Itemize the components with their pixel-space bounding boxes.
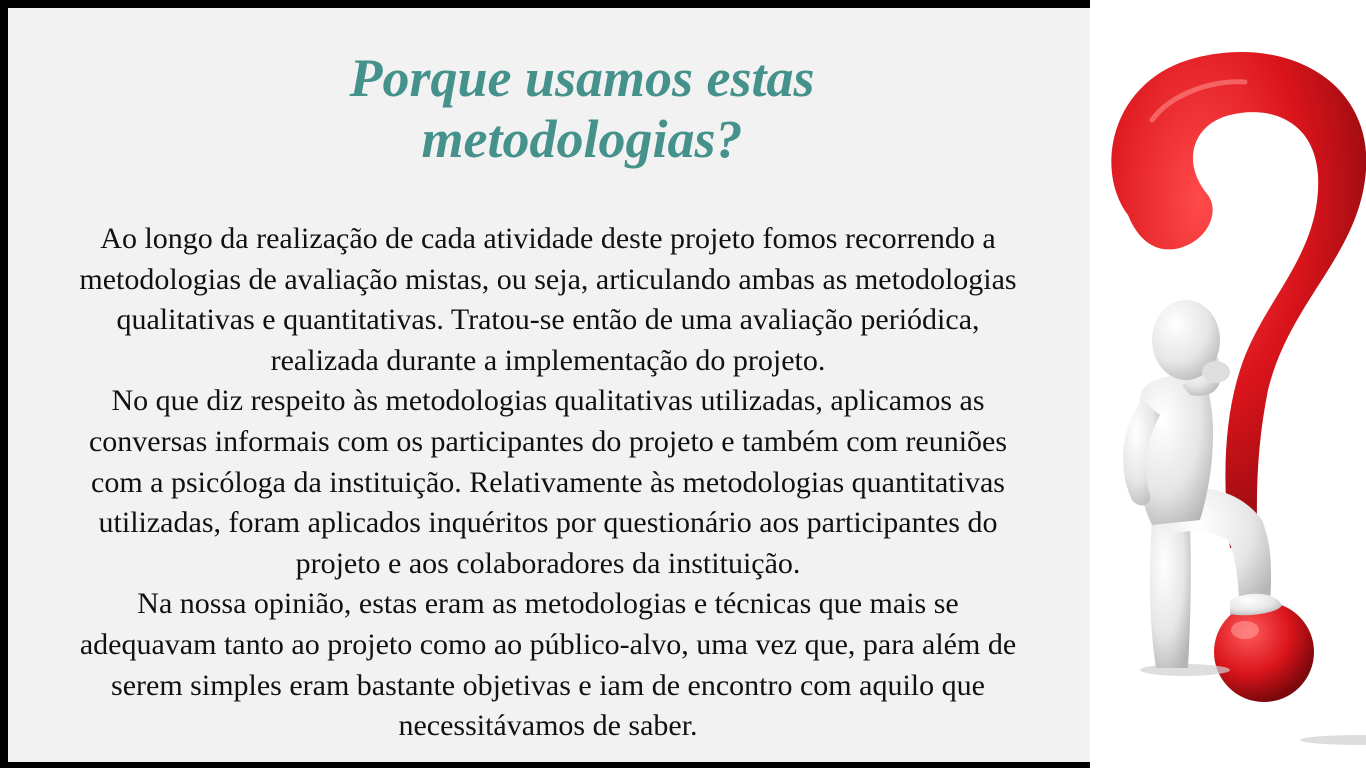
body-line: Na nossa opinião, estas eram as metodologias e técnicas que mais se [137,587,959,621]
body-line: Ao longo da realização de cada atividade deste projeto fomos recorrendo a [100,222,996,255]
red-ball [1214,602,1314,702]
illustration-panel [1090,0,1366,768]
body-line: projeto e aos colaboradores da instituição. [295,546,801,580]
body-line: adequavam tanto ao projeto como ao público-alvo, uma vez que, para além de [79,627,1017,661]
slide-title-line-2: metodologias? [421,109,743,169]
body-line: serem simples eram bastante objetivas e iam de encontro com aquilo que [111,668,985,702]
body-line: metodologias de avaliação mistas, ou seja, articulando ambas as metodologias [79,262,1017,296]
body-line: qualitativas e quantitativas. Tratou-se então de uma avaliação periódica, [116,303,980,337]
slide-title [0,48,1164,170]
body-line: conversas informais com os participantes do projeto e também com reuniões [88,424,1008,458]
slide-title-line-1: Porque usamos estas [349,48,815,108]
body-line: com a psicóloga da instituição. Relativamente às metodologias quantitativas [91,465,1005,499]
body-line: necessitávamos de saber. [398,709,698,743]
thinking-figure-question-mark-icon [1090,0,1366,768]
slide-body-text [0,219,1096,747]
body-line: utilizadas, foram aplicados inquéritos por questionário aos participantes do [98,506,998,540]
body-line: No que diz respeito às metodologias qualitativas utilizadas, aplicamos as [111,384,985,418]
body-line: realizada durante a implementação do projeto. [270,343,826,377]
